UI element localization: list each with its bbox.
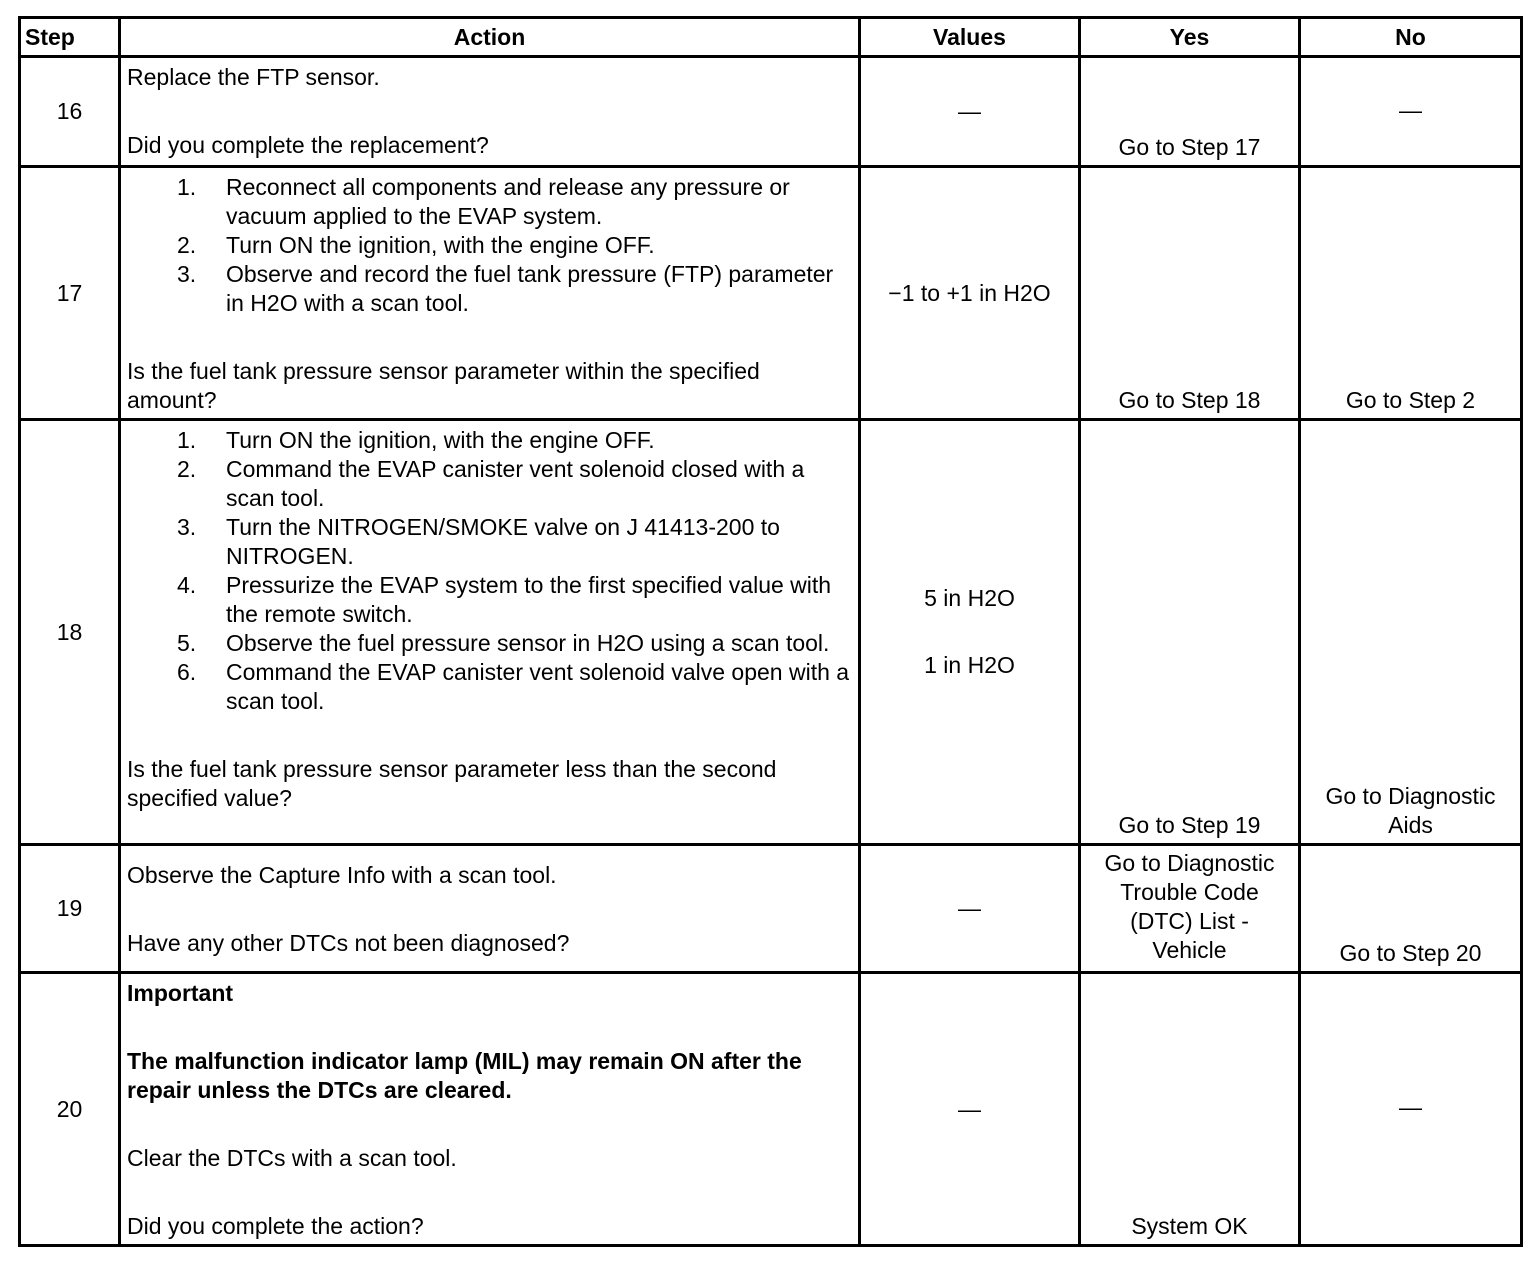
values-cell: — xyxy=(860,845,1080,973)
values-cell xyxy=(860,420,1080,845)
step-number: 18 xyxy=(20,420,120,845)
action-cell xyxy=(120,57,860,167)
no-cell: Go to Diagnostic Aids xyxy=(1300,420,1522,845)
table-row xyxy=(20,420,1522,845)
diagnostic-table-page xyxy=(18,16,1523,1247)
step-number: 16 xyxy=(20,57,120,167)
first-specified-value: 5 in H2O xyxy=(924,585,1015,611)
important-text: The malfunction indicator lamp (MIL) may remain ON after the repair unless the DTCs are cleared. xyxy=(127,1048,802,1103)
important-title: Important xyxy=(127,980,234,1006)
header-row xyxy=(20,18,1522,57)
step-number: 17 xyxy=(20,167,120,420)
list-item: 3. Turn the NITROGEN/SMOKE valve on J 41413-200 to NITROGEN. xyxy=(177,514,780,569)
action-question: Is the fuel tank pressure sensor parameter within the specified amount? xyxy=(127,358,760,413)
values-cell: — xyxy=(860,973,1080,1246)
no-cell: — xyxy=(1300,57,1522,167)
list-item: 2. Turn ON the ignition, with the engine OFF. xyxy=(177,232,655,258)
header-step: Step xyxy=(20,18,120,57)
yes-cell: System OK xyxy=(1080,973,1300,1246)
action-steps-list xyxy=(127,426,852,716)
action-question: Did you complete the action? xyxy=(127,1213,424,1239)
step-number: 20 xyxy=(20,973,120,1246)
diagnostic-table xyxy=(18,16,1523,1247)
list-item: 3. Observe and record the fuel tank pressure (FTP) parameter in H2O with a scan tool. xyxy=(177,261,834,316)
action-question: Is the fuel tank pressure sensor parameter less than the second specified value? xyxy=(127,756,777,811)
list-item: 4. Pressurize the EVAP system to the first specified value with the remote switch. xyxy=(177,572,832,627)
header-no: No xyxy=(1300,18,1522,57)
step-number: 19 xyxy=(20,845,120,973)
action-intro: Clear the DTCs with a scan tool. xyxy=(127,1145,457,1171)
yes-cell: Go to Step 19 xyxy=(1080,420,1300,845)
list-item: 5. Observe the fuel pressure sensor in H2O using a scan tool. xyxy=(177,630,830,656)
action-cell xyxy=(120,845,860,973)
action-cell xyxy=(120,167,860,420)
action-cell xyxy=(120,420,860,845)
no-cell: Go to Step 2 xyxy=(1300,167,1522,420)
list-item: 2. Command the EVAP canister vent solenoid closed with a scan tool. xyxy=(177,456,805,511)
no-cell: — xyxy=(1300,973,1522,1246)
table-row xyxy=(20,973,1522,1246)
list-item: 1. Turn ON the ignition, with the engine OFF. xyxy=(177,427,655,453)
action-intro: Replace the FTP sensor. xyxy=(127,64,380,90)
table-row xyxy=(20,845,1522,973)
header-values: Values xyxy=(860,18,1080,57)
action-question: Did you complete the replacement? xyxy=(127,132,489,158)
values-cell: −1 to +1 in H2O xyxy=(860,167,1080,420)
table-row xyxy=(20,167,1522,420)
table-row xyxy=(20,57,1522,167)
action-steps-list xyxy=(127,173,852,318)
header-yes: Yes xyxy=(1080,18,1300,57)
list-item: 1. Reconnect all components and release any pressure or vacuum applied to the EVAP system. xyxy=(177,174,790,229)
action-question: Have any other DTCs not been diagnosed? xyxy=(127,930,570,956)
action-intro: Observe the Capture Info with a scan tool. xyxy=(127,862,557,888)
no-cell: Go to Step 20 xyxy=(1300,845,1522,973)
values-cell: — xyxy=(860,57,1080,167)
list-item: 6. Command the EVAP canister vent solenoid valve open with a scan tool. xyxy=(177,659,850,714)
header-action: Action xyxy=(120,18,860,57)
yes-cell: Go to Diagnostic Trouble Code (DTC) List - Vehicle xyxy=(1080,845,1300,973)
yes-cell: Go to Step 17 xyxy=(1080,57,1300,167)
action-cell xyxy=(120,973,860,1246)
yes-cell: Go to Step 18 xyxy=(1080,167,1300,420)
second-specified-value: 1 in H2O xyxy=(924,652,1015,678)
